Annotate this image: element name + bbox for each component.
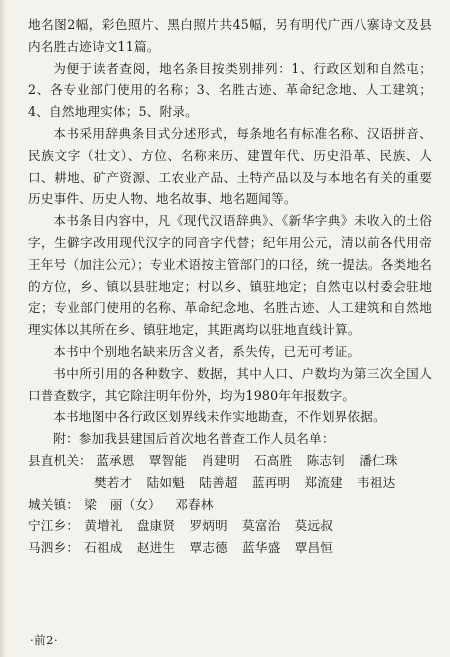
staff-unit-county: 县直机关： bbox=[28, 452, 92, 468]
staff-unit-ningjiang: 宁江乡： bbox=[28, 518, 80, 534]
staff-name: 莫富治 bbox=[242, 518, 281, 534]
paragraph-maps-photos: 地名图2幅，彩色照片、黑白照片共45幅，另有明代广西八寨诗文及县内名胜古迹诗文11篇。 bbox=[28, 17, 432, 54]
staff-row-county bbox=[28, 450, 432, 472]
staff-name: 陆善超 bbox=[199, 474, 238, 490]
staff-row-chengguan bbox=[28, 494, 432, 516]
paragraph-content-rules: 本书条目内容中，凡《现代汉语辞典》、《新华字典》未收入的土俗字，生僻字改用现代汉字的同音字代替；纪年用公元，清以前各代用帝王年号（加注公元）；专业术语按主管部门的口径，统一提法。各类地名的方位，乡、镇以县驻地定；村以乡、镇驻地定；自然屯以村委会驻地定；专业部门使用的名称、革命纪念地、名胜古迹、人工建筑和自然地理实体以其所在乡、镇驻地定，其距离均以驻地直线计算。 bbox=[28, 213, 432, 338]
page-number: ·前2· bbox=[30, 633, 59, 647]
staff-name: 罗炳明 bbox=[189, 518, 228, 534]
paragraph-category-order: 为便于读者查阅，地名条目按类别排列：1、行政区划和自然屯；2、各专业部门使用的名称；3、名胜古迹、革命纪念地、人工建筑；4、自然地理实体；5、附录。 bbox=[28, 60, 432, 120]
staff-name: 莫远叔 bbox=[294, 518, 334, 534]
paragraph-missing-origins: 本书中个别地名缺来历含义者，系失传，已无可考证。 bbox=[53, 343, 361, 359]
staff-name: 覃昌恒 bbox=[294, 540, 334, 556]
staff-name: 黄增礼 bbox=[84, 518, 123, 534]
staff-name: 盘康贤 bbox=[136, 518, 176, 534]
staff-unit-masi: 马泗乡： bbox=[28, 540, 80, 556]
paragraph-staff-intro: 附：参加我县建国后首次地名普查工作人员名单： bbox=[53, 431, 335, 447]
paragraph-map-boundaries: 本书地图中各行政区划界线未作实地勘查，不作划界依据。 bbox=[53, 409, 386, 425]
staff-name: 樊若才 bbox=[94, 474, 133, 490]
staff-name: 肖建明 bbox=[201, 452, 240, 468]
staff-name: 邓春林 bbox=[175, 496, 214, 512]
body-text bbox=[28, 14, 432, 559]
staff-name: 韦祖达 bbox=[357, 474, 396, 490]
staff-name: 梁 丽（女） bbox=[84, 496, 161, 512]
staff-row-masi bbox=[28, 537, 432, 559]
staff-name: 蓝再明 bbox=[251, 474, 291, 490]
staff-name: 陈志钊 bbox=[306, 452, 346, 468]
staff-unit-chengguan: 城关镇： bbox=[28, 496, 80, 512]
staff-name: 陆如魁 bbox=[146, 474, 185, 490]
staff-name: 石祖成 bbox=[84, 540, 123, 556]
page-gutter-shadow bbox=[0, 0, 6, 657]
staff-name: 覃志德 bbox=[189, 540, 228, 556]
staff-name: 石高胜 bbox=[254, 452, 293, 468]
staff-row-county-continued bbox=[28, 472, 432, 494]
staff-row-ningjiang bbox=[28, 515, 432, 537]
staff-name: 潘仁珠 bbox=[359, 452, 398, 468]
staff-name: 赵进生 bbox=[136, 540, 176, 556]
staff-name: 蓝华盛 bbox=[242, 540, 281, 556]
staff-name: 蓝承恩 bbox=[96, 452, 135, 468]
staff-name: 郑流建 bbox=[304, 474, 343, 490]
paragraph-statistics: 书中所引用的各种数字、数据，其中人口、户数均为第三次全国人口普查数字，其它除注明年份外，均为1980年年报数字。 bbox=[28, 365, 432, 403]
paragraph-entry-format: 本书采用辞典条目式分述形式，每条地名有标准名称、汉语拼音、民族文字（壮文）、方位、名称来历、建置年代、历史沿革、民族、人口、耕地、矿产资源、工农业产品、土特产品以及与本地名有关的重要历史事件、历史人物、地名故事、地名题闻等。 bbox=[28, 125, 432, 207]
staff-name: 覃智能 bbox=[148, 452, 188, 468]
